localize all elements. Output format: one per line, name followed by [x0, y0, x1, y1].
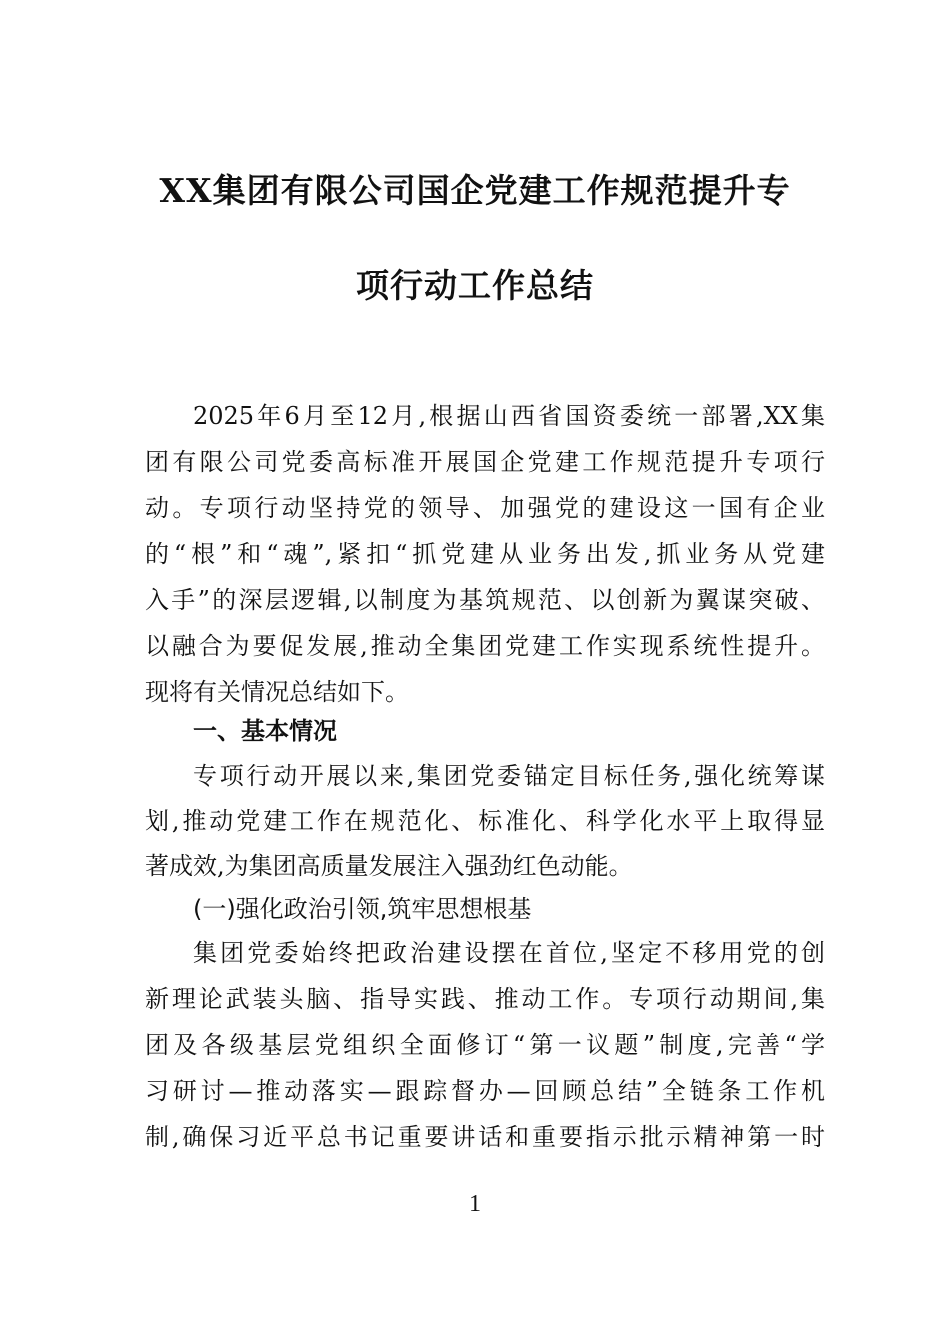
- document-title-line-2: 项行动工作总结: [356, 266, 594, 305]
- intro-line: 团有限公司党委高标准开展国企党建工作规范提升专项行: [145, 448, 825, 476]
- subsection-paragraph-line: 团及各级基层党组织全面修订“第一议题”制度,完善“学: [145, 1031, 825, 1059]
- subsection-paragraph-line: 新理论武装头脑、指导实践、推动工作。专项行动期间,集: [145, 985, 825, 1013]
- intro-line: 现将有关情况总结如下。: [145, 678, 409, 706]
- section-paragraph-line: 划,推动党建工作在规范化、标准化、科学化水平上取得显: [145, 807, 825, 835]
- section-heading: 一、基本情况: [193, 717, 337, 745]
- intro-line: 以融合为要促发展,推动全集团党建工作实现系统性提升。: [145, 632, 825, 660]
- section-paragraph-line: 著成效,为集团高质量发展注入强劲红色动能。: [145, 852, 633, 880]
- section-paragraph-line: 专项行动开展以来,集团党委锚定目标任务,强化统筹谋: [193, 762, 825, 790]
- subsection-paragraph-line: 集团党委始终把政治建设摆在首位,坚定不移用党的创: [193, 939, 825, 967]
- intro-line: 动。专项行动坚持党的领导、加强党的建设这一国有企业: [145, 494, 825, 522]
- subsection-paragraph-line: 制,确保习近平总书记重要讲话和重要指示批示精神第一时: [145, 1123, 825, 1151]
- intro-line: 的“根”和“魂”,紧扣“抓党建从业务出发,抓业务从党建: [145, 540, 825, 568]
- page-number: 1: [469, 1191, 481, 1217]
- intro-line: 入手”的深层逻辑,以制度为基筑规范、以创新为翼谋突破、: [145, 586, 825, 614]
- subsection-heading: (一)强化政治引领,筑牢思想根基: [193, 895, 532, 923]
- subsection-paragraph-line: 习研讨—推动落实—跟踪督办—回顾总结”全链条工作机: [145, 1077, 825, 1105]
- document-title-line-1: XX集团有限公司国企党建工作规范提升专: [159, 171, 791, 210]
- intro-line: 2025年6月至12月,根据山西省国资委统一部署,XX集: [193, 402, 825, 430]
